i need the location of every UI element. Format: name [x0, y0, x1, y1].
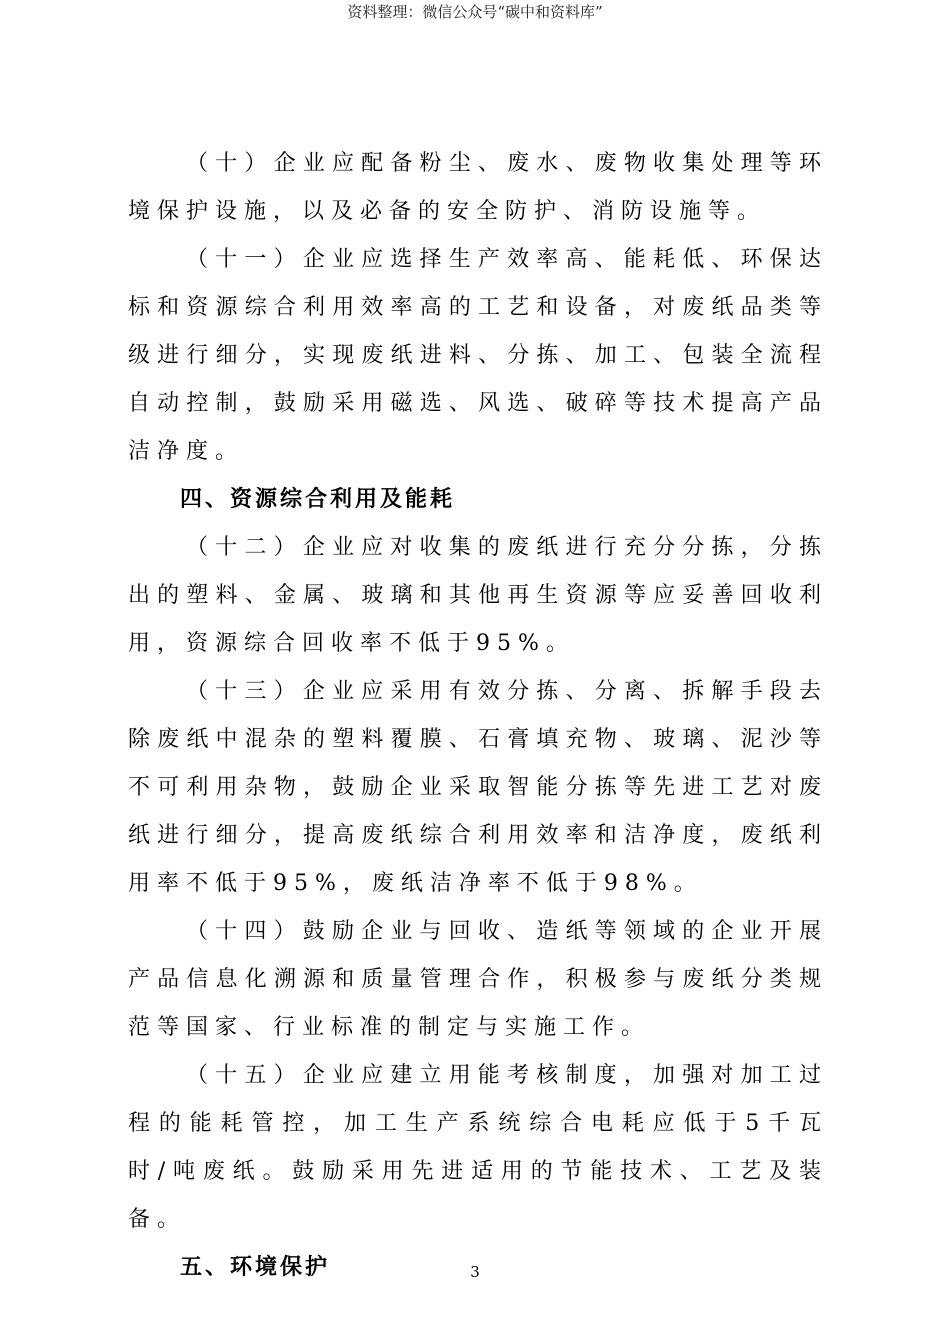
- clause-11: （十一）企业应选择生产效率高、能耗低、环保达标和资源综合利用效率高的工艺和设备，对废纸品类等级进行细分，实现废纸进料、分拣、加工、包装全流程自动控制，鼓励采用磁选、风选、破碎等技术提高产品洁净度。: [128, 247, 828, 464]
- clause-15: （十五）企业应建立用能考核制度，加强对加工过程的能耗管控，加工生产系统综合电耗应低于5千瓦时/吨废纸。鼓励采用先进适用的节能技术、工艺及装备。: [128, 1063, 828, 1232]
- document-body: [128, 140, 828, 1292]
- document-header-source-note: 资料整理：微信公众号“碳中和资料库”: [347, 3, 603, 21]
- clause-14: （十四）鼓励企业与回收、造纸等领域的企业开展产品信息化溯源和质量管理合作，积极参与废纸分类规范等国家、行业标准的制定与实施工作。: [128, 919, 828, 1040]
- section-heading-5: 五、环境保护: [180, 1255, 331, 1280]
- clause-13: （十三）企业应采用有效分拣、分离、拆解手段去除废纸中混杂的塑料覆膜、石膏填充物、玻璃、泥沙等不可利用杂物，鼓励企业采取智能分拣等先进工艺对废纸进行细分，提高废纸综合利用效率和洁净度，废纸利用率不低于95%，废纸洁净率不低于98%。: [128, 679, 828, 896]
- clause-10: （十）企业应配备粉尘、废水、废物收集处理等环境保护设施，以及必备的安全防护、消防设施等。: [128, 151, 828, 224]
- clause-12: （十二）企业应对收集的废纸进行充分分拣，分拣出的塑料、金属、玻璃和其他再生资源等应妥善回收利用，资源综合回收率不低于95%。: [128, 535, 828, 656]
- section-heading-4: 四、资源综合利用及能耗: [180, 487, 456, 512]
- page-number: 3: [470, 1263, 480, 1281]
